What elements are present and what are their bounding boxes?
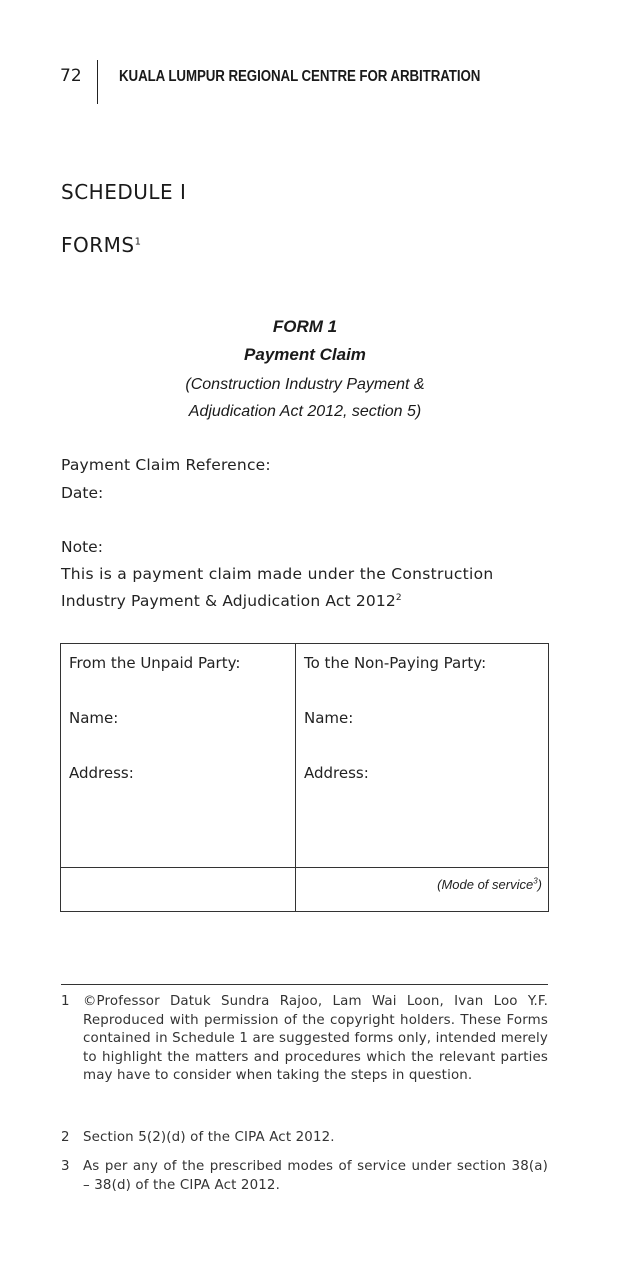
form-act-line-1: (Construction Industry Payment & [185,376,425,393]
schedule-heading: SCHEDULE I [61,180,187,204]
unpaid-party-name-label: Name: [69,709,119,727]
mode-left-cell [61,868,296,912]
note-label: Note: [61,538,103,556]
note-line-1: This is a payment claim made under the Construction [61,565,494,583]
non-paying-party-heading: To the Non-Paying Party: [304,654,487,672]
header-divider [97,60,98,104]
non-paying-party-cell [296,644,549,868]
non-paying-party-address-label: Address: [304,764,369,782]
footnote-2-text: Section 5(2)(d) of the CIPA Act 2012. [83,1130,335,1145]
footnote-ref-2: 2 [395,592,402,603]
form-number: FORM 1 [272,317,338,336]
unpaid-party-heading: From the Unpaid Party: [69,654,241,672]
note-line-2 [61,592,402,610]
footnote-3-text: As per any of the prescribed modes of service under section 38(a) – 38(d) of the CIPA Act 2012. [83,1159,548,1193]
page-number: 72 [60,66,82,86]
unpaid-party-cell [61,644,296,868]
footnote-2 [61,1129,548,1148]
running-header-title: KUALA LUMPUR REGIONAL CENTRE FOR ARBITRATION [119,68,481,85]
non-paying-party-name-label: Name: [304,709,354,727]
parties-row [61,644,549,868]
unpaid-party-address-label: Address: [69,764,134,782]
note-line-2-text: Industry Payment & Adjudication Act 2012 [61,592,396,610]
footnote-3-number: 3 [61,1159,70,1174]
forms-heading-text: FORMS [61,233,135,257]
date-label: Date: [61,484,104,502]
footnote-2-number: 2 [61,1130,70,1145]
footnote-separator [61,984,548,985]
form-name: Payment Claim [244,345,366,364]
footnote-3 [61,1158,548,1195]
footnote-1 [61,993,548,1086]
forms-heading [61,233,141,257]
footnote-1-number: 1 [61,994,70,1009]
mode-row [61,868,549,912]
mode-of-service-close: ) [537,877,542,892]
mode-of-service [296,868,548,902]
footnote-ref-3: 3 [533,876,538,886]
form-act-line-2: Adjudication Act 2012, section 5) [188,403,422,420]
payment-claim-reference-label: Payment Claim Reference: [61,456,271,474]
mode-of-service-text: (Mode of service [437,877,534,892]
parties-table [60,643,549,912]
footnote-1-text: ©Professor Datuk Sundra Rajoo, Lam Wai Loon, Ivan Loo Y.F. Reproduced with permission of the copyright holders. These Forms contained in Schedule 1 are suggested forms only, intended merely to highlight the matters and procedures which the relevant parties may have to consider when taking the steps in question. [83,994,548,1083]
footnote-ref-1: 1 [134,236,142,248]
mode-right-cell [296,868,549,912]
